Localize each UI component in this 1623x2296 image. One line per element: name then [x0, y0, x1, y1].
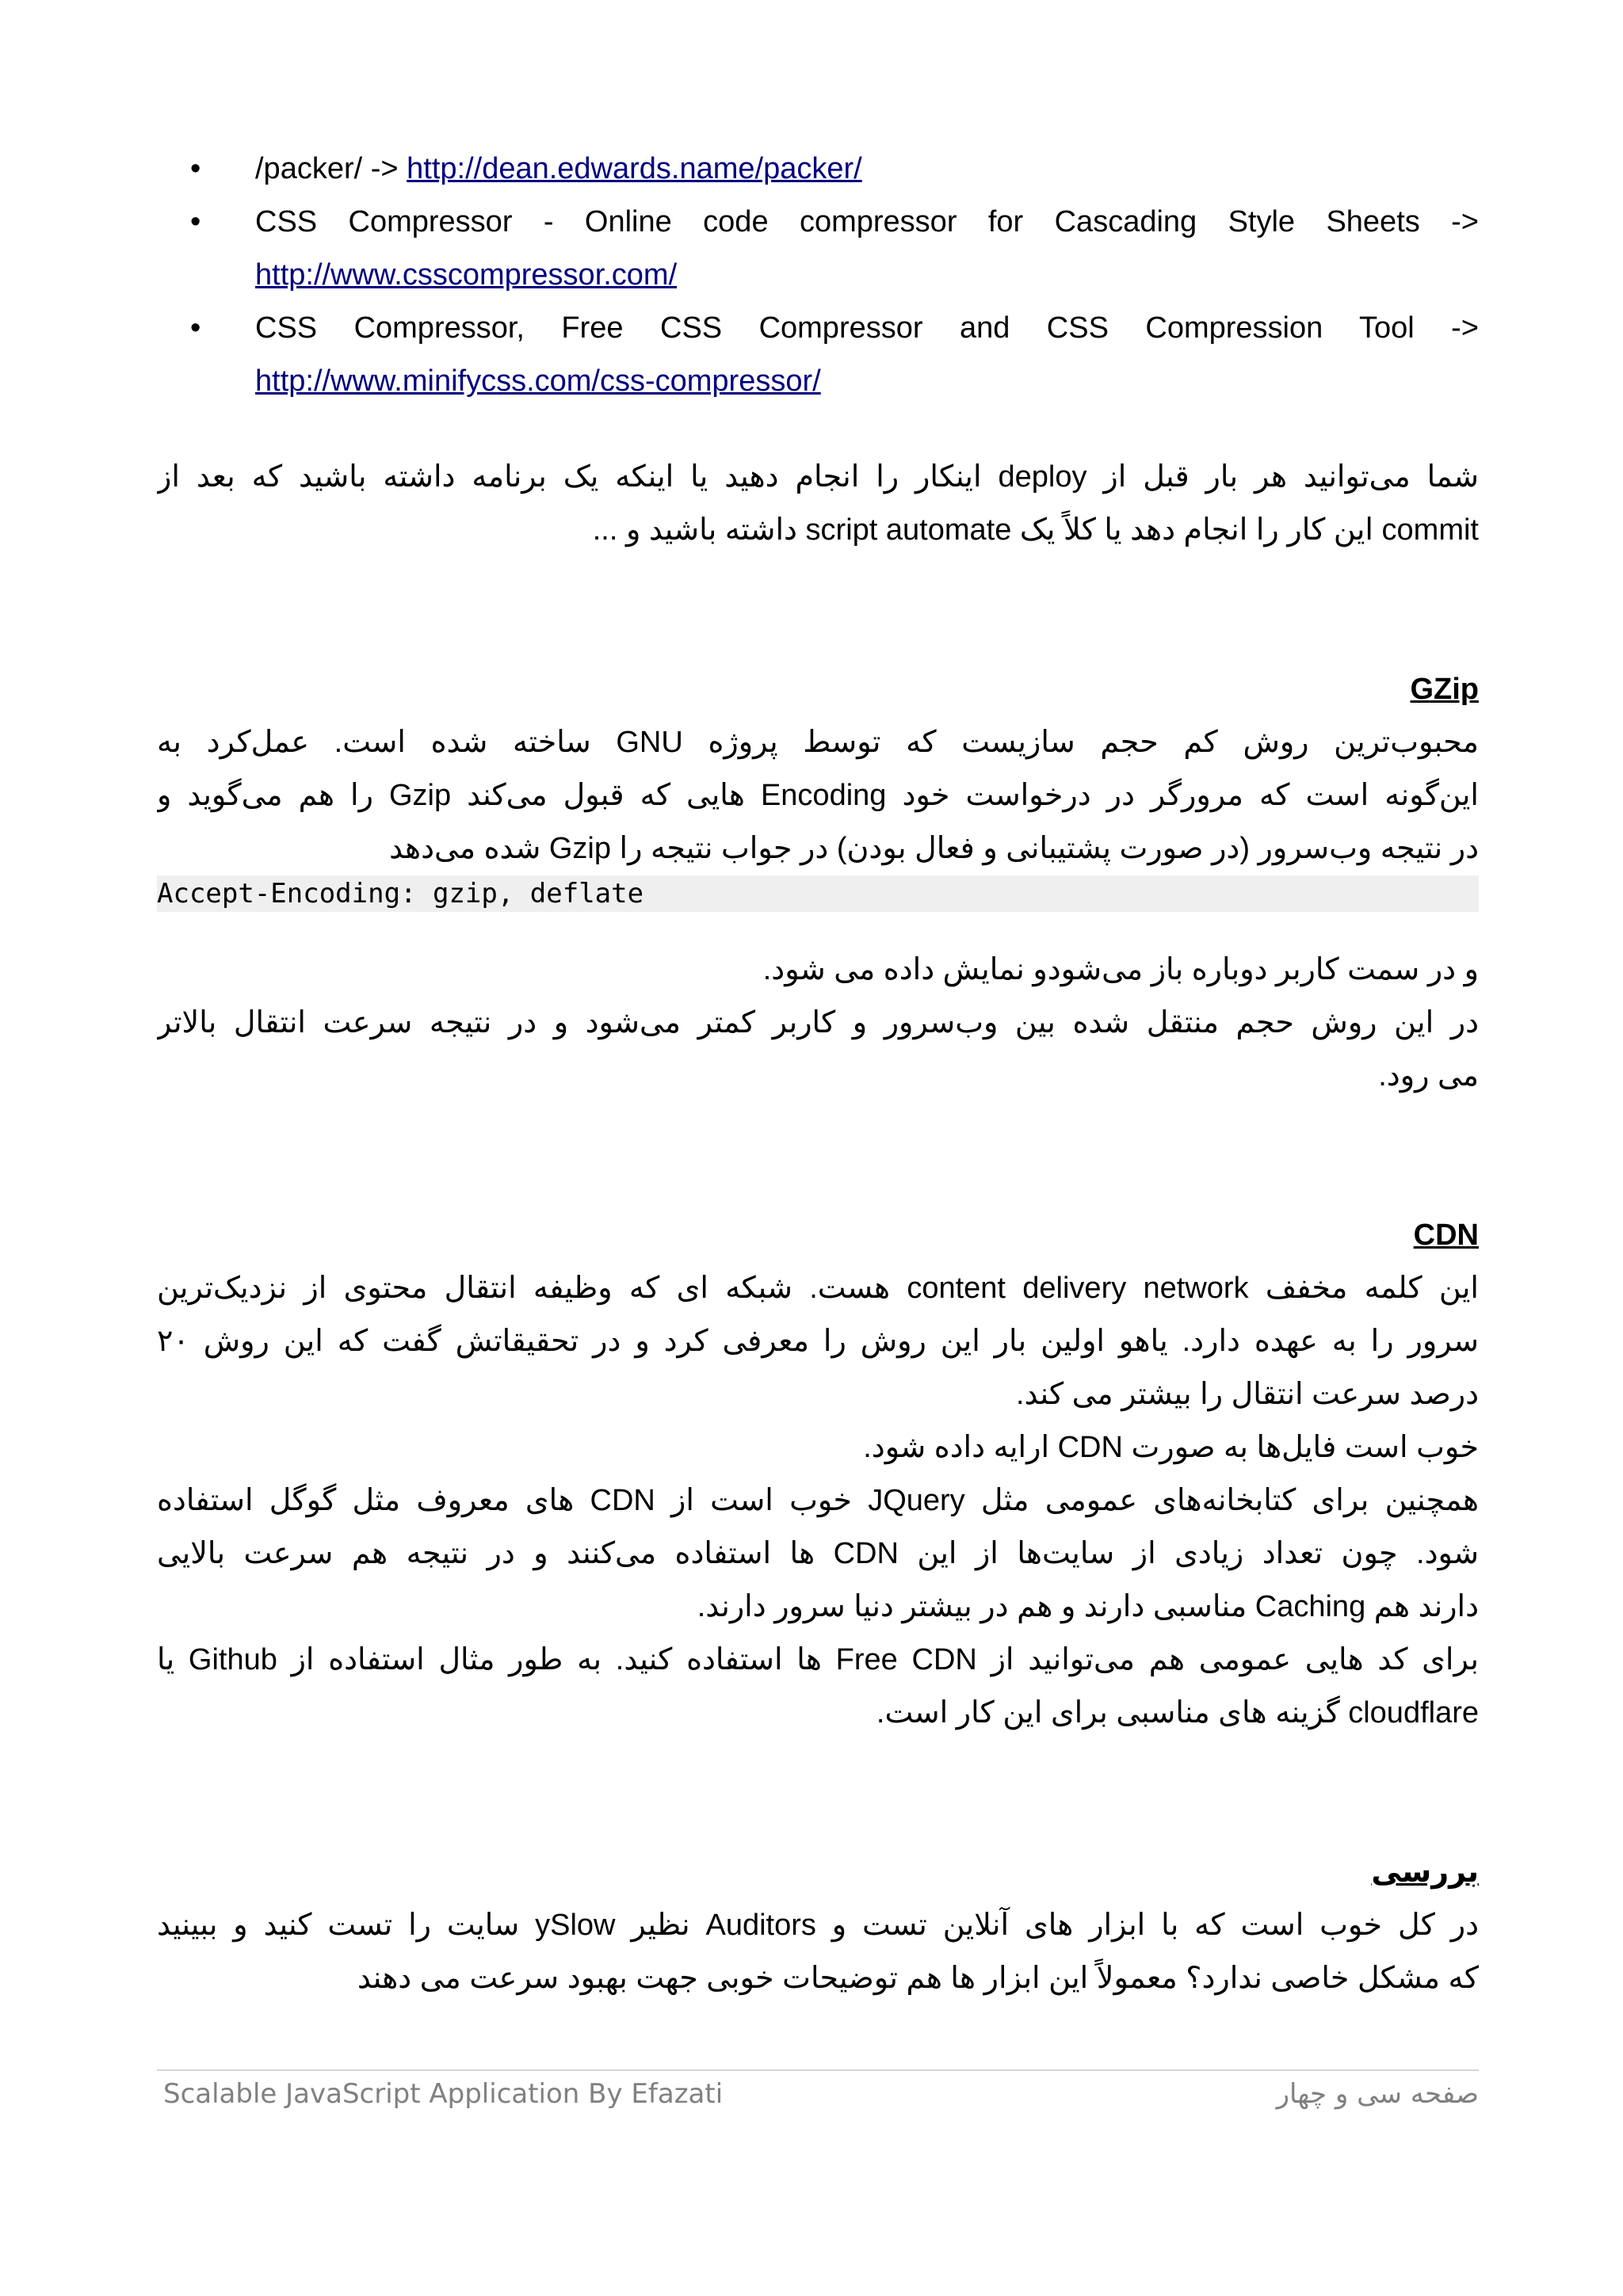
- list-item: [157, 196, 1479, 302]
- paragraph-line: شود. چون تعداد زیادی از سایت‌ها از این CDN ها استفاده می‌کنند و در نتیجه هم سرعت بالایی: [157, 1537, 1479, 1570]
- paragraph-line: محبوب‌ترین روش کم حجم سازیست که توسط پروژه GNU ساخته شده است. عمل‌کرد به: [157, 726, 1479, 759]
- section-heading-gzip: GZip: [1410, 673, 1479, 706]
- footer-divider: [157, 2069, 1479, 2071]
- list-item: [157, 143, 1479, 196]
- link-list: [157, 143, 1479, 408]
- paragraph-line: همچنین برای کتابخانه‌های عمومی مثل JQuery خوب است از CDN های معروف مثل گوگل استفاده: [157, 1484, 1479, 1517]
- bullet-line: CSS Compressor, Free CSS Compressor and CSS Compression Tool ->: [255, 311, 1479, 345]
- bullet-dot: •: [190, 311, 201, 345]
- paragraph-line: این کلمه مخفف content delivery network هست. شبکه ای که وظیفه انتقال محتوی از نزدیک‌ترین: [157, 1272, 1479, 1305]
- paragraph-line: که مشکل خاصی ندارد؟ معمولاً این ابزار ها هم توضیحات خوبی جهت بهبود سرعت می دهند: [357, 1962, 1479, 1995]
- gzip-paragraph: [157, 716, 1479, 875]
- document-page: [157, 143, 1479, 2005]
- bullet-line: [255, 355, 1479, 408]
- bullet-dot: •: [190, 152, 201, 185]
- bullet-line: CSS Compressor - Online code compressor for Cascading Style Sheets ->: [255, 205, 1479, 238]
- paragraph-line: commit این کار را انجام دهد یا کلاً یک script automate داشته باشید و ...: [592, 513, 1479, 547]
- paragraph-line: cloudflare گزینه های مناسبی برای این کار است.: [876, 1696, 1479, 1730]
- review-paragraph: [157, 1899, 1479, 2005]
- section-heading-cdn: CDN: [1413, 1219, 1479, 1252]
- csscompressor-link[interactable]: http://www.csscompressor.com/: [255, 258, 678, 292]
- intro-paragraph: [157, 451, 1479, 557]
- bullet-line: [255, 249, 1479, 302]
- list-item: [157, 302, 1479, 408]
- paragraph-line: در نتیجه وب‌سرور (در صورت پشتیبانی و فعال بودن) در جواب نتیجه را Gzip شده می‌دهد: [389, 832, 1479, 865]
- gzip-after-paragraph: [157, 944, 1479, 1103]
- paragraph-line: شما می‌توانید هر بار قبل از deploy اینکار را انجام دهید یا اینکه یک برنامه داشته باشید که بعد از: [157, 460, 1479, 494]
- code-block: Accept-Encoding: gzip, deflate: [157, 875, 1479, 912]
- paragraph-line: دارند هم Caching مناسبی دارند و هم در بیشتر دنیا سرور دارند.: [697, 1590, 1479, 1623]
- paragraph-line: در کل خوب است که با ابزار های آنلاین تست و Auditors نظیر ySlow سایت را تست کنید و ببینید: [157, 1909, 1479, 1942]
- packer-link[interactable]: http://dean.edwards.name/packer/: [407, 152, 862, 185]
- footer-title: Scalable JavaScript Application By Efazati: [163, 2078, 724, 2110]
- paragraph-line: برای کد هایی عمومی هم می‌توانید از Free CDN ها استفاده کنید. به طور مثال استفاده از Github یا: [157, 1643, 1479, 1676]
- bullet-dot: •: [190, 205, 201, 238]
- cdn-paragraph: [157, 1262, 1479, 1740]
- paragraph-line: و در سمت کاربر دوباره باز می‌شودو نمایش داده می شود.: [762, 953, 1479, 986]
- minifycss-link[interactable]: http://www.minifycss.com/css-compressor/: [255, 364, 821, 398]
- paragraph-line: سرور را به عهده دارد. یاهو اولین بار این روش را معرفی کرد و در تحقیقاتش گفت که این روش ۲۰: [157, 1325, 1479, 1358]
- bullet-line: [255, 143, 1479, 196]
- section-heading-review: بررسی: [1371, 1855, 1479, 1889]
- page-number: صفحه سی و چهار: [1276, 2078, 1479, 2110]
- paragraph-line: می رود.: [1378, 1059, 1479, 1093]
- paragraph-line: خوب است فایل‌ها به صورت CDN ارایه داده شود.: [863, 1431, 1479, 1464]
- paragraph-line: درصد سرعت انتقال را بیشتر می کند.: [1015, 1378, 1479, 1411]
- paragraph-line: در این روش حجم منتقل شده بین وب‌سرور و کاربر کمتر می‌شود و در نتیجه سرعت انتقال بالاتر: [157, 1006, 1479, 1039]
- bullet-prefix: /packer/ ->: [255, 152, 407, 185]
- paragraph-line: این‌گونه است که مرورگر در درخواست خود Encoding هایی که قبول می‌کند Gzip را هم می‌گوید و: [157, 779, 1479, 812]
